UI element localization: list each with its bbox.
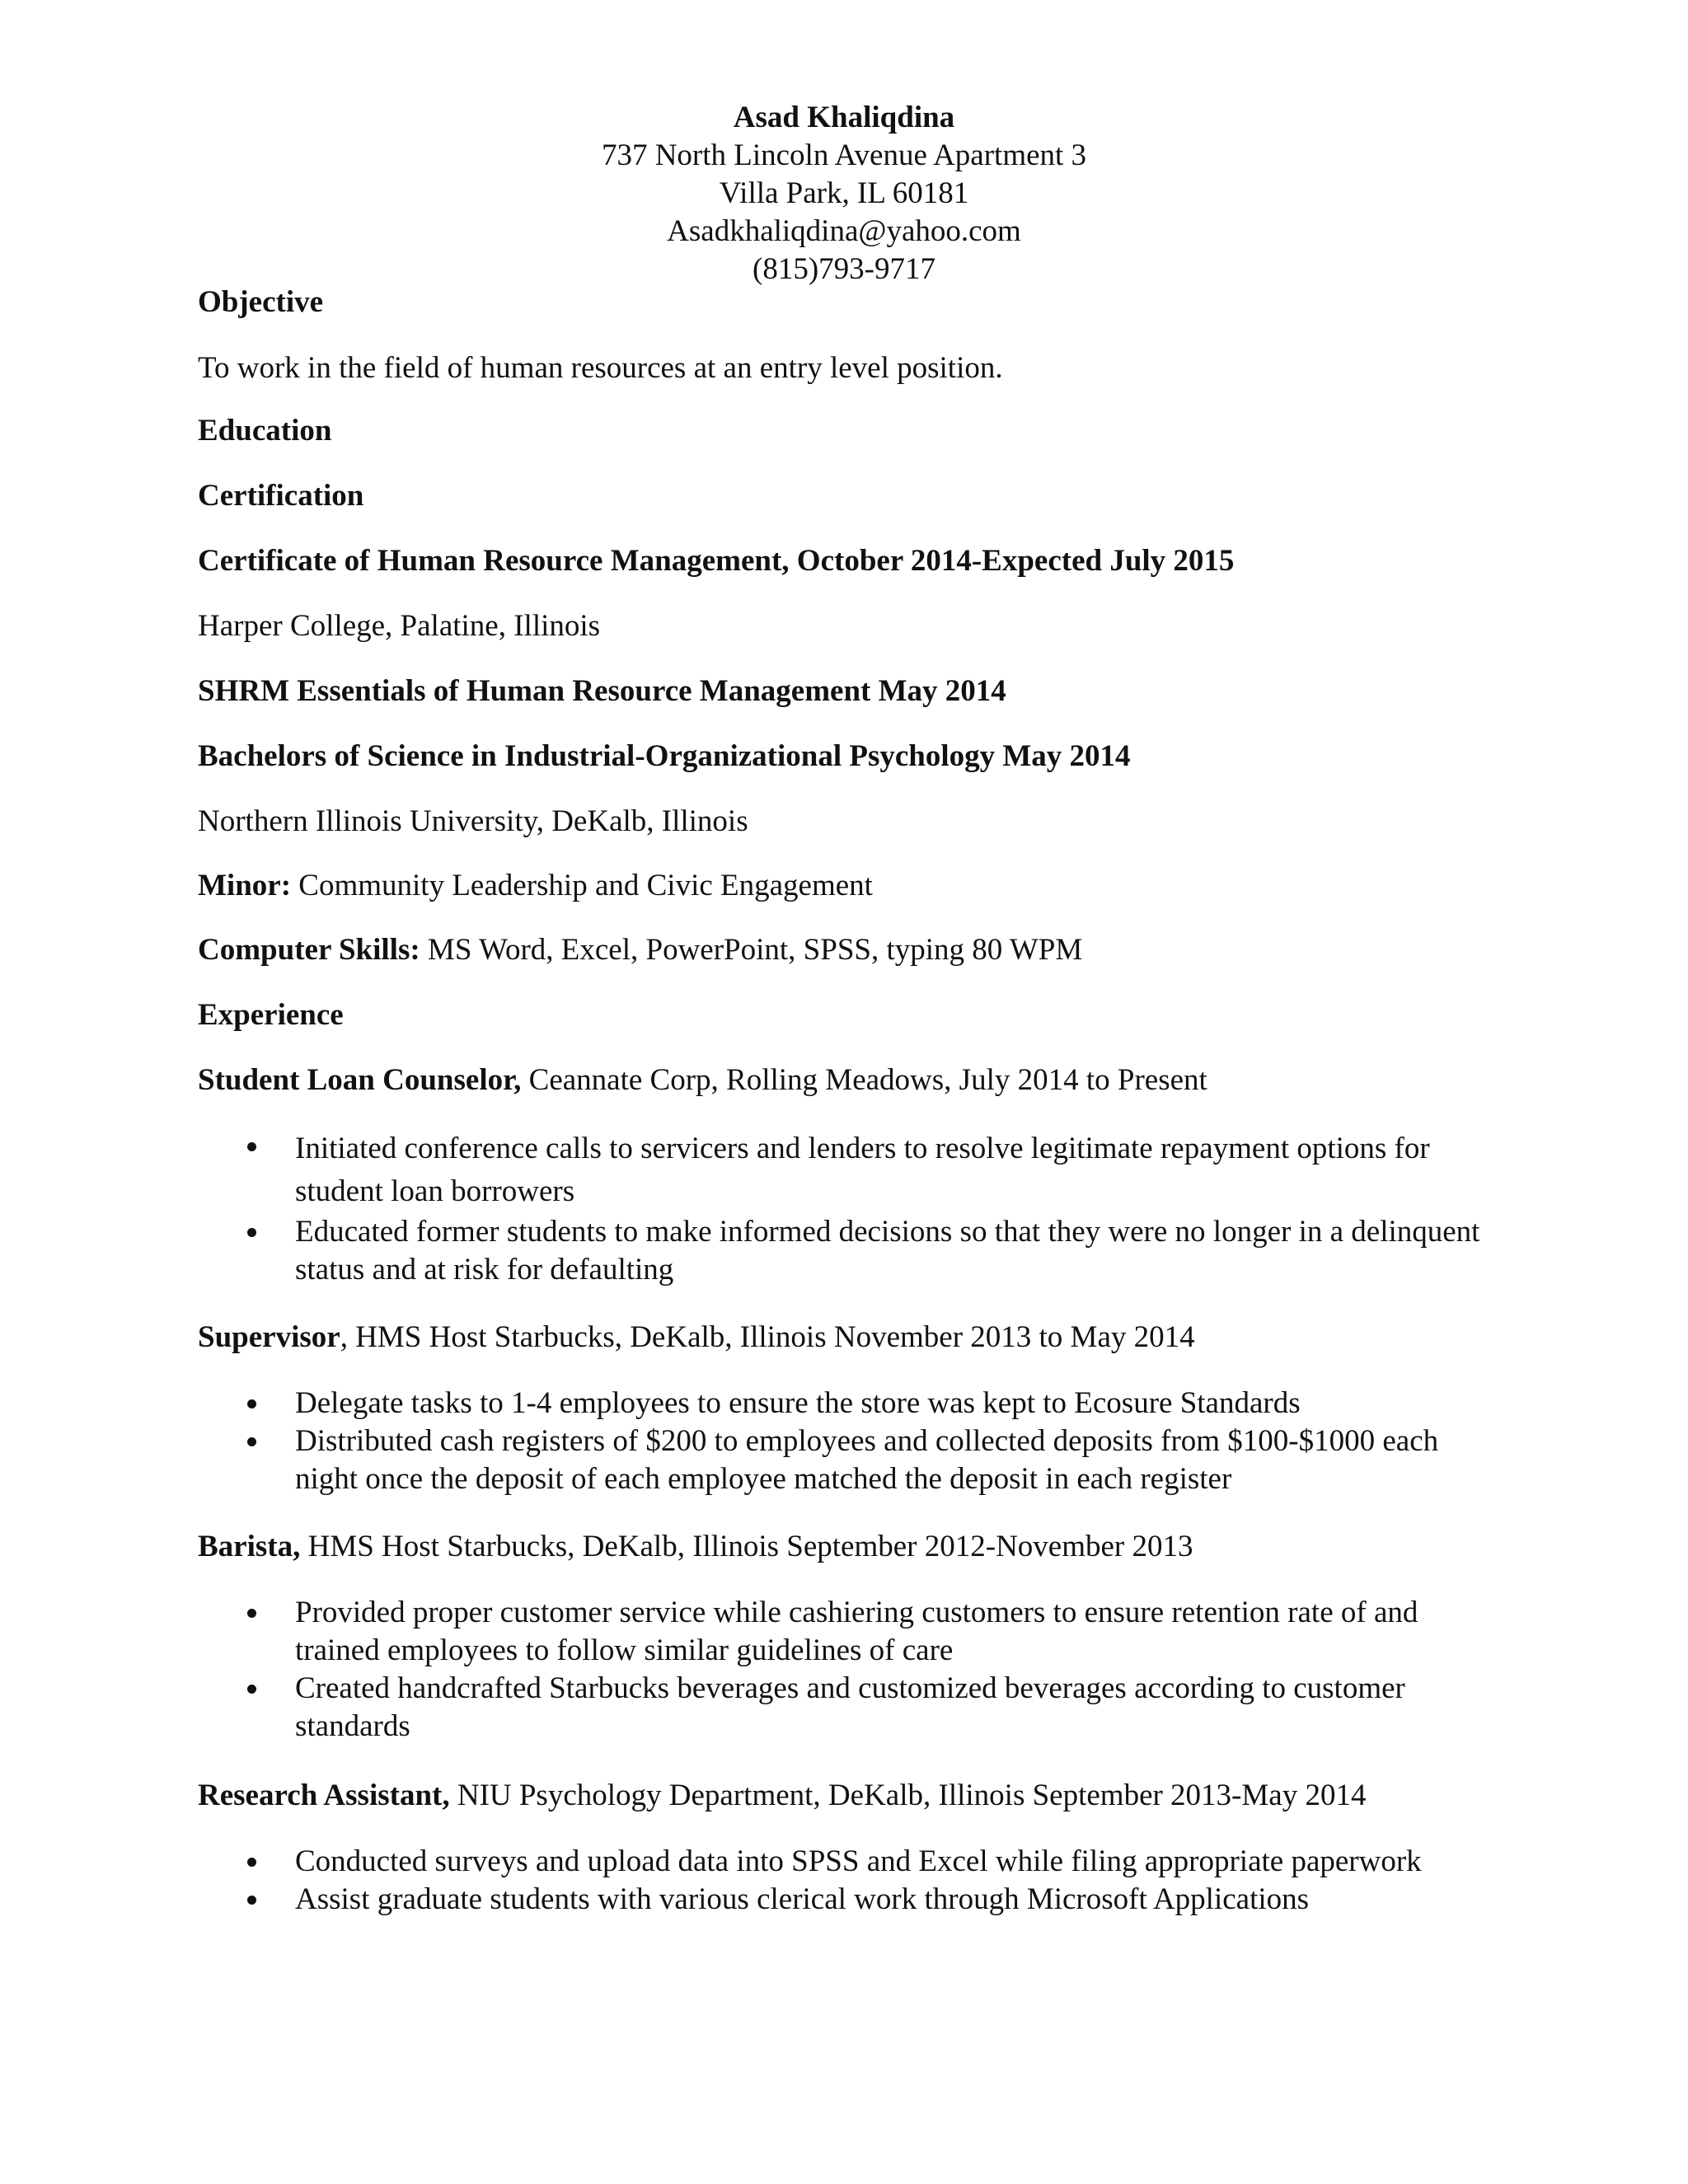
job-heading — [198, 1062, 1207, 1099]
computer-skills-line — [198, 931, 1082, 969]
job-heading — [198, 1528, 1193, 1566]
bullet-icon — [247, 1858, 256, 1867]
bullet-icon — [247, 1437, 256, 1446]
bullet-text: Assist graduate students with various clerical work through Microsoft Applications — [295, 1882, 1310, 1916]
list-item — [198, 1127, 1484, 1213]
minor-value: Community Leadership and Civic Engagement — [291, 869, 873, 902]
job-title: Research Assistant, — [198, 1779, 450, 1812]
objective-heading: Objective — [198, 285, 324, 319]
bullet-text: Delegate tasks to 1-4 employees to ensure the store was kept to Ecosure Standards — [295, 1386, 1301, 1420]
bullet-icon — [247, 1399, 256, 1408]
objective-text: To work in the field of human resources at an entry level position. — [198, 351, 1003, 385]
bullet-icon — [247, 1685, 256, 1694]
job-bullet-list — [198, 1594, 1484, 1746]
minor-label: Minor: — [198, 869, 292, 902]
bullet-text: Initiated conference calls to servicers and lenders to resolve legitimate repayment options for student loan borrowers — [295, 1132, 1430, 1208]
education-item-title: Certificate of Human Resource Management, October 2014-Expected July 2015 — [198, 544, 1235, 578]
email-address: Asadkhaliqdina@yahoo.com — [667, 214, 1021, 248]
education-heading: Education — [198, 414, 332, 448]
job-details: Ceannate Corp, Rolling Meadows, July 2014 to Present — [521, 1063, 1207, 1097]
bullet-text: Conducted surveys and upload data into SPSS and Excel while filing appropriate paperwork — [295, 1844, 1422, 1878]
education-item-school: Harper College, Palatine, Illinois — [198, 609, 601, 643]
job-heading — [198, 1777, 1366, 1815]
list-item — [198, 1213, 1484, 1289]
job-details: HMS Host Starbucks, DeKalb, Illinois September 2012-November 2013 — [300, 1530, 1193, 1563]
phone-number: (815)793-9717 — [753, 252, 935, 286]
education-item-title: Bachelors of Science in Industrial-Organizational Psychology May 2014 — [198, 739, 1131, 773]
list-item — [198, 1670, 1484, 1746]
job-details: NIU Psychology Department, DeKalb, Illinois September 2013-May 2014 — [449, 1779, 1367, 1812]
experience-heading: Experience — [198, 998, 344, 1032]
bullet-icon — [247, 1228, 256, 1237]
education-item-title: SHRM Essentials of Human Resource Management May 2014 — [198, 674, 1006, 708]
list-item — [198, 1385, 1484, 1422]
contact-header — [0, 99, 1688, 288]
bullet-icon — [247, 1609, 256, 1618]
certification-heading: Certification — [198, 479, 364, 513]
computer-skills-value: MS Word, Excel, PowerPoint, SPSS, typing 80 WPM — [420, 933, 1083, 967]
list-item — [198, 1881, 1484, 1919]
bullet-text: Distributed cash registers of $200 to employees and collected deposits from $100-$1000 each night once the deposit of each employee matched the deposit in each register — [295, 1424, 1439, 1496]
address-line-2: Villa Park, IL 60181 — [719, 176, 969, 210]
computer-skills-label: Computer Skills: — [198, 933, 420, 967]
bullet-text: Created handcrafted Starbucks beverages and customized beverages according to customer standards — [295, 1671, 1405, 1743]
job-title: Student Loan Counselor, — [198, 1063, 522, 1097]
minor-line — [198, 867, 873, 905]
job-details: , HMS Host Starbucks, DeKalb, Illinois November 2013 to May 2014 — [340, 1320, 1195, 1354]
list-item — [198, 1594, 1484, 1670]
list-item — [198, 1422, 1484, 1498]
job-title: Barista, — [198, 1530, 301, 1563]
address-line-1: 737 North Lincoln Avenue Apartment 3 — [601, 138, 1087, 172]
education-item-school: Northern Illinois University, DeKalb, Illinois — [198, 804, 748, 838]
bullet-text: Provided proper customer service while cashiering customers to ensure retention rate of and trained employees to follow similar guidelines of care — [295, 1596, 1418, 1667]
list-item — [198, 1843, 1484, 1881]
job-bullet-list — [198, 1843, 1484, 1919]
bullet-icon — [247, 1896, 256, 1905]
job-heading — [198, 1319, 1195, 1357]
job-bullet-list — [198, 1385, 1484, 1498]
bullet-text: Educated former students to make informed decisions so that they were no longer in a delinquent status and at risk for defaulting — [295, 1215, 1480, 1286]
bullet-icon — [247, 1142, 256, 1151]
job-bullet-list — [198, 1127, 1484, 1289]
job-title: Supervisor — [198, 1320, 340, 1354]
applicant-name: Asad Khaliqdina — [733, 101, 955, 134]
